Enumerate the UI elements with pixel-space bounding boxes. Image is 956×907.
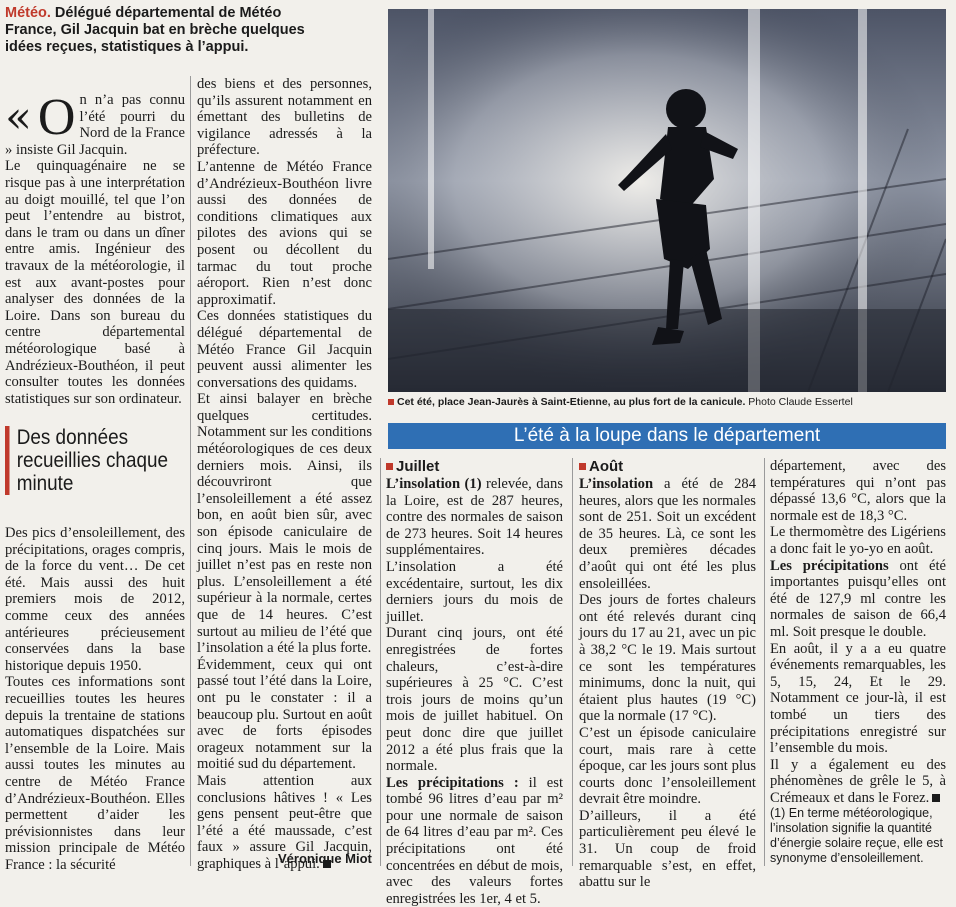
paragraph: Ces données statistiques du délégué départemental de Météo France Gil Jacquin peuvent aussi alimenter les conversations des quidams. [197, 308, 372, 391]
caption-text: Cet été, place Jean-Jaurès à Saint-Etienne, au plus fort de la canicule. [397, 396, 746, 408]
caption-bullet-icon [388, 399, 394, 405]
drop-cap: O [37, 89, 76, 146]
column-divider [572, 458, 573, 866]
section-bullet-icon [579, 463, 586, 470]
standfirst-text: Délégué départemental de Météo France, Gil Jacquin bat en brèche quelques idées reçues, statistiques à l’appui. [5, 5, 305, 55]
section-bullet-icon [386, 463, 393, 470]
fountain-photo-illustration [388, 9, 946, 392]
paragraph: Le thermomètre des Ligériens a donc fait le yo-yo en août. [770, 524, 946, 557]
paragraph: En août, il y a a eu quatre événements remarquables, les 5, 15, 24, Et le 29. Notamment ce jour-là, il est tombé un tiers des précipitations enregistré sur l’ensemble du mois. [770, 640, 946, 757]
paragraph: D’ailleurs, il a été particulièrement peu élevé le 31. Un coup de froid remarquable s’est, en effet, abattu sur le [579, 807, 756, 891]
paragraph: Toutes ces informations sont recueillies toutes les heures depuis la trentaine de stations automatiques dispatchées sur l’ensemble de la Loire. Mais aussi toutes les minutes au centre de Météo France d’Andrézieux-Bouthéon. Elles permettent d’aider les prévisionnistes dans leur mission principale de Météo France : la sécurité [5, 674, 185, 873]
paragraph: Le quinquagénaire ne se risque pas à une interprétation au doigt mouillé, tel que l’on peut l’entendre au bistrot, dans le tram ou dans un dîner entre amis. Ingénieur des travaux de la météorologie, il est aux avant-postes pour analyser des données de la Loire. Dans son bureau du centre départemental météorologique basé à Andrézieux-Bouthéon, il peut consulter toutes les données statistiques sur son ordinateur. [5, 158, 185, 407]
standfirst [5, 5, 305, 56]
column-divider [190, 76, 191, 866]
article-column-1 [5, 89, 185, 407]
paragraph: Des jours de fortes chaleurs ont été relevés durant cinq jours du 17 au 21, avec un pic à 38,2 °C le 19. Mais surtout ce sont les températures minimums, donc la nuit, qui étaient plus hautes (19 °C) que la normale (17 °C). [579, 592, 756, 725]
lead-paragraph: n n’a pas connu l’été pourri du Nord de la France » insiste Gil Jacquin. [5, 92, 185, 158]
subheading: Des données recueillies chaque minute [5, 426, 179, 495]
paragraph: L’antenne de Météo France d’Andrézieux-Bouthéon livre aussi des données de conditions climatiques aux pilotes des avions qui se posent ou décollent du tarmac du tout proche aéroport. Rien n’est donc approximatif. [197, 158, 372, 308]
article-column-1-continued [5, 525, 185, 873]
paragraph: Les précipitations : il est tombé 96 litres d’eau par m² pour une normale de saison de 64 litres d’eau par m². Ces précipitations ont été concentrées en début de mois, avec des valeurs fortes enregistrées les 1er, 4 et 5. [386, 774, 563, 907]
juillet-column [386, 458, 563, 907]
paragraph: L’insolation (1) relevée, dans la Loire, est de 287 heures, contre des normales de saison de 273 heures. Soit 14 heures supplémentaires. [386, 476, 563, 559]
paragraph: Et ainsi balayer en brèche quelques certitudes. Notamment sur les conditions météorologiques de ces deux derniers mois. Ainsi, ils découvriront que l’ensoleillement a été assez bon, en août bien sûr, avec son épisode caniculaire de cinq jours. Mais le mois de juillet n’est pas en reste non plus. L’ensoleillement a été supérieur à la normale, certes que de 14 heures. C’est surtout au milieu de l’été que l’insolation a été la plus forte. [197, 391, 372, 657]
section-title-juillet: Juillet [386, 458, 563, 475]
photo-credit: Photo Claude Essertel [748, 396, 853, 408]
paragraph: Il y a également eu des phénomènes de grêle le 5, à Crémeaux et dans le Forez. [770, 756, 946, 806]
photo-caption [388, 396, 948, 409]
article-column-2 [197, 76, 372, 873]
footnote: (1) En terme météorologique, l’insolation signifie la quantité d’énergie solaire reçue, elle est synonyme d’ensoleillement. [770, 806, 944, 866]
end-mark [932, 794, 940, 802]
paragraph: Durant cinq jours, ont été enregistrées de fortes chaleurs, c’est-à-dire supérieures à 25 °C. C’est trois jours de moins qu’un mois de juillet habituel. On peut donc dire que juillet 2012 a été plus frais que la normale. [386, 625, 563, 775]
aout-column [579, 458, 756, 891]
paragraph: des biens et des personnes, qu’ils assurent notamment en émettant des bulletins de vigilance adressés à la préfecture. [197, 76, 372, 159]
section-title-aout: Août [579, 458, 756, 475]
paragraph: Les précipitations ont été importantes puisqu’elles ont été de 127,9 ml contre les normales de saison de 66,4 ml. Soit presque le double. [770, 557, 946, 640]
paragraph: département, avec des températures qui n’ont pas dépassé 13,6 °C, alors que la normale est de 18,3 °C. [770, 458, 946, 524]
paragraph: L’insolation a été de 284 heures, alors que les normales sont de 251. Soit un excédent de 35 heures. Là, ce sont les deux premières décades d’août qui ont été les plus ensoleillées. [579, 476, 756, 592]
rubric-tag: Météo. [5, 5, 51, 21]
aout-column-continued [770, 458, 946, 866]
column-divider [764, 458, 765, 866]
paragraph: Évidemment, ceux qui ont passé tout l’été dans la Loire, ont pu le constater : il a beaucoup plu. Surtout en août avec de forts épisodes orageux notamment sur la moitié sud du département. [197, 656, 372, 773]
author-signature: Véronique Miot [278, 851, 372, 866]
column-divider [380, 458, 381, 866]
article-photo [388, 9, 946, 392]
paragraph: L’insolation a été excédentaire, surtout, les dix derniers jours du mois de juillet. [386, 558, 563, 625]
paragraph: C’est un épisode caniculaire court, mais rare à cette époque, car les jours sont plus courts donc l’ensoleillement devrait être moindre. [579, 724, 756, 808]
opening-quote-mark: « [5, 92, 32, 143]
section-banner: L’été à la loupe dans le département [388, 423, 946, 449]
paragraph: Mais attention aux conclusions hâtives ! « Les gens pensent peut-être que l’été a été maussade, c’est faux » assure Gil Jacquin, graphiques à l’appui. [197, 772, 372, 872]
paragraph: Des pics d’ensoleillement, des précipitations, orages compris, de la force du vent… De cet été. Mais aussi des huit premiers mois de 2012, comme ceux des années antérieures précieusement conservées dans la base historique depuis 1950. [5, 525, 185, 674]
